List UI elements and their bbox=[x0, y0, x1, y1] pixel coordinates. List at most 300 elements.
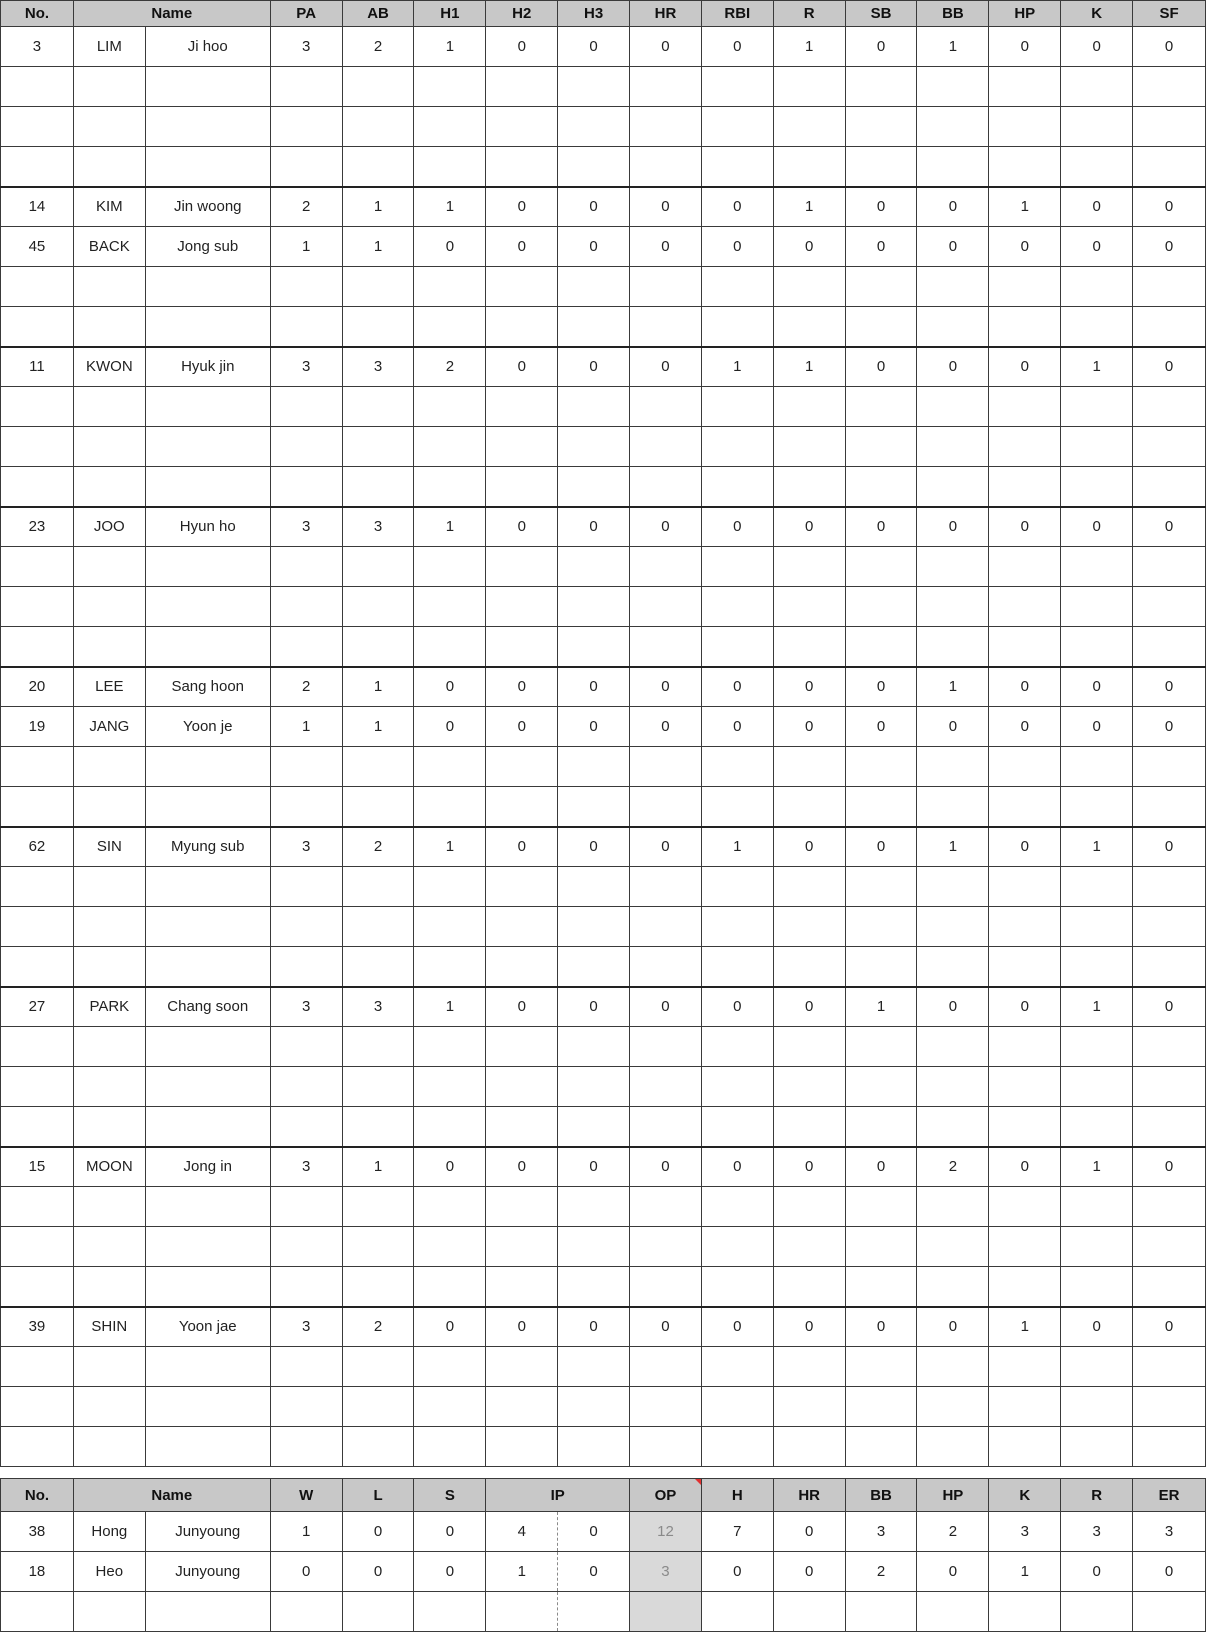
stat-pa: 2 bbox=[270, 667, 342, 707]
stat-h3: 0 bbox=[558, 667, 630, 707]
empty-cell bbox=[917, 1267, 989, 1307]
empty-row bbox=[1, 1067, 1206, 1107]
empty-cell bbox=[773, 307, 845, 347]
empty-cell bbox=[630, 627, 702, 667]
empty-cell bbox=[73, 627, 145, 667]
pitcher-first-name: Junyoung bbox=[145, 1512, 270, 1552]
header-no: No. bbox=[1, 1, 74, 27]
empty-cell bbox=[845, 907, 917, 947]
stat-pa: 3 bbox=[270, 1147, 342, 1187]
empty-cell bbox=[342, 307, 414, 347]
header-k: K bbox=[1061, 1, 1133, 27]
empty-cell bbox=[917, 427, 989, 467]
empty-cell bbox=[1133, 1267, 1206, 1307]
stat-er: 3 bbox=[1133, 1512, 1206, 1552]
stat-h2: 0 bbox=[486, 187, 558, 227]
batter-row bbox=[1, 827, 1206, 867]
empty-cell bbox=[630, 1187, 702, 1227]
empty-cell bbox=[773, 467, 845, 507]
empty-cell bbox=[145, 907, 270, 947]
empty-cell bbox=[558, 547, 630, 587]
header-name: Name bbox=[73, 1, 270, 27]
empty-cell bbox=[145, 547, 270, 587]
empty-row bbox=[1, 107, 1206, 147]
empty-cell bbox=[630, 147, 702, 187]
stat-bb: 2 bbox=[845, 1552, 917, 1592]
stat-hp: 1 bbox=[989, 187, 1061, 227]
empty-cell bbox=[145, 1592, 270, 1632]
empty-cell bbox=[630, 267, 702, 307]
empty-cell bbox=[701, 427, 773, 467]
empty-cell bbox=[1133, 787, 1206, 827]
stat-ab: 2 bbox=[342, 827, 414, 867]
empty-cell bbox=[1133, 747, 1206, 787]
empty-cell bbox=[342, 627, 414, 667]
player-last-name: LIM bbox=[73, 27, 145, 67]
empty-cell bbox=[845, 467, 917, 507]
empty-cell bbox=[1061, 267, 1133, 307]
empty-cell bbox=[270, 147, 342, 187]
empty-cell bbox=[1133, 1387, 1206, 1427]
empty-cell bbox=[630, 1067, 702, 1107]
empty-cell bbox=[701, 1387, 773, 1427]
header-r: R bbox=[1061, 1479, 1133, 1512]
stat-sb: 0 bbox=[845, 227, 917, 267]
empty-cell bbox=[73, 267, 145, 307]
empty-cell bbox=[989, 67, 1061, 107]
empty-cell bbox=[917, 627, 989, 667]
stat-h2: 0 bbox=[486, 1147, 558, 1187]
empty-cell bbox=[1, 427, 74, 467]
pitcher-first-name: Junyoung bbox=[145, 1552, 270, 1592]
empty-cell bbox=[414, 1592, 486, 1632]
empty-cell bbox=[630, 307, 702, 347]
empty-cell bbox=[73, 587, 145, 627]
empty-cell bbox=[773, 1427, 845, 1467]
empty-cell bbox=[845, 1427, 917, 1467]
player-first-name: Ji hoo bbox=[145, 27, 270, 67]
empty-cell bbox=[486, 1267, 558, 1307]
empty-cell bbox=[773, 787, 845, 827]
empty-cell bbox=[1, 387, 74, 427]
empty-cell bbox=[414, 387, 486, 427]
empty-row bbox=[1, 1427, 1206, 1467]
header-sf: SF bbox=[1133, 1, 1206, 27]
empty-row bbox=[1, 307, 1206, 347]
empty-cell bbox=[145, 1067, 270, 1107]
empty-cell bbox=[414, 867, 486, 907]
empty-cell bbox=[145, 67, 270, 107]
empty-cell bbox=[486, 867, 558, 907]
stat-hr: 0 bbox=[773, 1512, 845, 1552]
empty-cell bbox=[917, 147, 989, 187]
stat-ab: 3 bbox=[342, 987, 414, 1027]
stat-h2: 0 bbox=[486, 667, 558, 707]
stat-h1: 1 bbox=[414, 27, 486, 67]
empty-cell bbox=[701, 1347, 773, 1387]
stat-r: 3 bbox=[1061, 1512, 1133, 1552]
empty-cell bbox=[145, 867, 270, 907]
empty-cell bbox=[270, 947, 342, 987]
stat-sf: 0 bbox=[1133, 347, 1206, 387]
player-number: 62 bbox=[1, 827, 74, 867]
empty-cell bbox=[1061, 1267, 1133, 1307]
empty-cell bbox=[845, 107, 917, 147]
empty-cell bbox=[773, 547, 845, 587]
header-h: H bbox=[701, 1479, 773, 1512]
empty-cell bbox=[145, 267, 270, 307]
stat-r: 0 bbox=[773, 507, 845, 547]
empty-cell bbox=[145, 307, 270, 347]
empty-cell bbox=[1, 147, 74, 187]
empty-cell bbox=[1061, 307, 1133, 347]
player-last-name: SHIN bbox=[73, 1307, 145, 1347]
stat-h1: 1 bbox=[414, 987, 486, 1027]
stat-r: 1 bbox=[773, 347, 845, 387]
empty-cell bbox=[989, 1227, 1061, 1267]
empty-cell bbox=[342, 1027, 414, 1067]
empty-cell bbox=[1061, 587, 1133, 627]
empty-cell bbox=[1, 1227, 74, 1267]
empty-cell bbox=[414, 787, 486, 827]
empty-cell bbox=[917, 1592, 989, 1632]
stat-hp: 0 bbox=[989, 987, 1061, 1027]
header-w: W bbox=[270, 1479, 342, 1512]
empty-cell bbox=[773, 867, 845, 907]
empty-cell bbox=[486, 427, 558, 467]
empty-cell bbox=[845, 267, 917, 307]
stat-k: 1 bbox=[989, 1552, 1061, 1592]
empty-cell bbox=[701, 1027, 773, 1067]
empty-cell bbox=[1133, 867, 1206, 907]
stat-h: 7 bbox=[701, 1512, 773, 1552]
empty-cell bbox=[917, 467, 989, 507]
stat-h2: 0 bbox=[486, 827, 558, 867]
empty-cell bbox=[270, 67, 342, 107]
empty-cell bbox=[486, 1067, 558, 1107]
stat-bb: 1 bbox=[917, 667, 989, 707]
batter-row bbox=[1, 27, 1206, 67]
empty-cell bbox=[145, 627, 270, 667]
empty-cell bbox=[845, 1067, 917, 1107]
stat-k: 0 bbox=[1061, 667, 1133, 707]
header-no: No. bbox=[1, 1479, 74, 1512]
stat-rbi: 0 bbox=[701, 707, 773, 747]
stat-hr: 0 bbox=[630, 987, 702, 1027]
empty-cell bbox=[1133, 307, 1206, 347]
empty-cell bbox=[558, 1267, 630, 1307]
empty-cell bbox=[270, 1107, 342, 1147]
empty-cell bbox=[1061, 1027, 1133, 1067]
player-first-name: Jong sub bbox=[145, 227, 270, 267]
stat-h1: 0 bbox=[414, 707, 486, 747]
header-bb: BB bbox=[917, 1, 989, 27]
empty-row bbox=[1, 747, 1206, 787]
empty-cell bbox=[989, 547, 1061, 587]
stat-hp: 0 bbox=[989, 27, 1061, 67]
stat-hp: 0 bbox=[989, 227, 1061, 267]
pitcher-last-name: Heo bbox=[73, 1552, 145, 1592]
empty-cell bbox=[989, 627, 1061, 667]
empty-cell bbox=[845, 427, 917, 467]
empty-cell bbox=[1133, 1227, 1206, 1267]
empty-cell bbox=[486, 627, 558, 667]
stat-h3: 0 bbox=[558, 347, 630, 387]
stat-hp: 0 bbox=[917, 1552, 989, 1592]
empty-cell bbox=[73, 307, 145, 347]
empty-cell bbox=[342, 387, 414, 427]
empty-cell bbox=[845, 627, 917, 667]
stat-ab: 1 bbox=[342, 187, 414, 227]
player-number: 20 bbox=[1, 667, 74, 707]
stat-bb: 0 bbox=[917, 507, 989, 547]
stat-sf: 0 bbox=[1133, 507, 1206, 547]
empty-cell bbox=[1061, 747, 1133, 787]
empty-cell bbox=[989, 787, 1061, 827]
empty-cell bbox=[1061, 147, 1133, 187]
empty-cell bbox=[917, 267, 989, 307]
empty-cell bbox=[989, 467, 1061, 507]
empty-cell bbox=[773, 107, 845, 147]
batter-row bbox=[1, 1307, 1206, 1347]
empty-cell bbox=[1061, 947, 1133, 987]
stat-h2: 0 bbox=[486, 707, 558, 747]
empty-cell bbox=[701, 1427, 773, 1467]
header-r: R bbox=[773, 1, 845, 27]
stat-sf: 0 bbox=[1133, 27, 1206, 67]
stat-h3: 0 bbox=[558, 1147, 630, 1187]
empty-cell bbox=[1, 107, 74, 147]
stat-h2: 0 bbox=[486, 507, 558, 547]
empty-cell bbox=[558, 267, 630, 307]
empty-cell bbox=[342, 747, 414, 787]
empty-cell bbox=[270, 1427, 342, 1467]
stat-h: 0 bbox=[701, 1552, 773, 1592]
empty-cell bbox=[414, 1187, 486, 1227]
stat-sf: 0 bbox=[1133, 227, 1206, 267]
empty-cell bbox=[486, 107, 558, 147]
empty-cell bbox=[701, 1187, 773, 1227]
empty-cell bbox=[917, 1187, 989, 1227]
stat-h3: 0 bbox=[558, 1307, 630, 1347]
stat-rbi: 0 bbox=[701, 987, 773, 1027]
stat-ab: 1 bbox=[342, 667, 414, 707]
batter-row bbox=[1, 1147, 1206, 1187]
batter-row bbox=[1, 667, 1206, 707]
empty-cell bbox=[1, 67, 74, 107]
empty-cell bbox=[630, 67, 702, 107]
stat-sf: 0 bbox=[1133, 667, 1206, 707]
stat-hp: 0 bbox=[989, 827, 1061, 867]
empty-cell bbox=[917, 1387, 989, 1427]
empty-cell bbox=[630, 1107, 702, 1147]
empty-cell bbox=[145, 427, 270, 467]
player-last-name: JOO bbox=[73, 507, 145, 547]
empty-cell bbox=[917, 947, 989, 987]
empty-cell bbox=[773, 1067, 845, 1107]
empty-cell bbox=[845, 1027, 917, 1067]
stat-bb: 2 bbox=[917, 1147, 989, 1187]
empty-cell bbox=[630, 867, 702, 907]
empty-cell bbox=[73, 387, 145, 427]
stat-h3: 0 bbox=[558, 27, 630, 67]
empty-cell bbox=[270, 467, 342, 507]
empty-cell bbox=[845, 147, 917, 187]
stat-pa: 3 bbox=[270, 1307, 342, 1347]
stat-hp: 0 bbox=[989, 667, 1061, 707]
header-h1: H1 bbox=[414, 1, 486, 27]
empty-cell bbox=[989, 947, 1061, 987]
empty-cell bbox=[558, 947, 630, 987]
empty-cell bbox=[73, 1227, 145, 1267]
empty-cell bbox=[414, 627, 486, 667]
empty-cell bbox=[145, 1187, 270, 1227]
empty-cell bbox=[1, 787, 74, 827]
empty-row bbox=[1, 947, 1206, 987]
header-hp: HP bbox=[989, 1, 1061, 27]
empty-row bbox=[1, 1387, 1206, 1427]
empty-cell bbox=[630, 427, 702, 467]
empty-cell bbox=[989, 267, 1061, 307]
empty-cell bbox=[989, 1387, 1061, 1427]
empty-cell bbox=[558, 867, 630, 907]
empty-cell bbox=[773, 907, 845, 947]
empty-cell bbox=[701, 747, 773, 787]
empty-cell bbox=[989, 907, 1061, 947]
empty-cell bbox=[145, 107, 270, 147]
empty-cell bbox=[630, 907, 702, 947]
empty-cell bbox=[701, 627, 773, 667]
empty-cell bbox=[342, 427, 414, 467]
stat-r: 0 bbox=[1061, 1552, 1133, 1592]
stat-hr: 0 bbox=[630, 27, 702, 67]
empty-cell bbox=[1133, 467, 1206, 507]
empty-cell bbox=[1, 587, 74, 627]
stat-pa: 3 bbox=[270, 827, 342, 867]
stat-hp: 1 bbox=[989, 1307, 1061, 1347]
empty-cell bbox=[342, 1267, 414, 1307]
empty-cell bbox=[145, 747, 270, 787]
empty-cell bbox=[1133, 267, 1206, 307]
empty-cell bbox=[989, 147, 1061, 187]
empty-cell bbox=[701, 1267, 773, 1307]
empty-cell bbox=[630, 1387, 702, 1427]
player-first-name: Hyuk jin bbox=[145, 347, 270, 387]
empty-cell bbox=[486, 747, 558, 787]
player-number: 39 bbox=[1, 1307, 74, 1347]
empty-cell bbox=[558, 587, 630, 627]
empty-cell bbox=[1061, 867, 1133, 907]
header-ab: AB bbox=[342, 1, 414, 27]
empty-cell bbox=[1061, 1592, 1133, 1632]
empty-cell bbox=[342, 1592, 414, 1632]
stat-rbi: 0 bbox=[701, 667, 773, 707]
empty-cell bbox=[989, 307, 1061, 347]
empty-cell bbox=[270, 547, 342, 587]
stat-sb: 0 bbox=[845, 1307, 917, 1347]
empty-cell bbox=[486, 1387, 558, 1427]
stat-r: 0 bbox=[773, 987, 845, 1027]
empty-cell bbox=[701, 587, 773, 627]
stat-pa: 1 bbox=[270, 227, 342, 267]
empty-cell bbox=[486, 467, 558, 507]
header-s: S bbox=[414, 1479, 486, 1512]
empty-cell bbox=[1, 1067, 74, 1107]
empty-cell bbox=[270, 427, 342, 467]
stat-h2: 0 bbox=[486, 347, 558, 387]
header-rbi: RBI bbox=[701, 1, 773, 27]
stat-pa: 1 bbox=[270, 707, 342, 747]
batter-row bbox=[1, 707, 1206, 747]
empty-row bbox=[1, 67, 1206, 107]
empty-cell bbox=[701, 1227, 773, 1267]
empty-row bbox=[1, 1347, 1206, 1387]
stat-sb: 1 bbox=[845, 987, 917, 1027]
player-last-name: KWON bbox=[73, 347, 145, 387]
empty-cell bbox=[73, 107, 145, 147]
empty-cell bbox=[773, 747, 845, 787]
empty-cell bbox=[773, 67, 845, 107]
stat-sb: 0 bbox=[845, 347, 917, 387]
stat-sb: 0 bbox=[845, 507, 917, 547]
empty-cell bbox=[414, 1267, 486, 1307]
empty-cell bbox=[270, 1387, 342, 1427]
stat-h3: 0 bbox=[558, 227, 630, 267]
empty-cell bbox=[701, 387, 773, 427]
empty-cell bbox=[558, 1067, 630, 1107]
header-hr: HR bbox=[630, 1, 702, 27]
empty-cell bbox=[917, 1427, 989, 1467]
empty-cell bbox=[558, 427, 630, 467]
empty-row bbox=[1, 1267, 1206, 1307]
stat-h1: 0 bbox=[414, 1147, 486, 1187]
empty-cell bbox=[558, 907, 630, 947]
empty-cell bbox=[917, 787, 989, 827]
empty-cell bbox=[917, 1107, 989, 1147]
empty-cell bbox=[558, 787, 630, 827]
empty-cell bbox=[1133, 67, 1206, 107]
empty-cell bbox=[1133, 1107, 1206, 1147]
empty-cell bbox=[701, 1107, 773, 1147]
stat-ab: 3 bbox=[342, 347, 414, 387]
empty-cell bbox=[701, 947, 773, 987]
empty-cell bbox=[1, 467, 74, 507]
stat-h1: 2 bbox=[414, 347, 486, 387]
empty-cell bbox=[989, 1067, 1061, 1107]
empty-cell bbox=[486, 907, 558, 947]
stat-r: 0 bbox=[773, 227, 845, 267]
empty-cell bbox=[486, 547, 558, 587]
stat-k: 0 bbox=[1061, 227, 1133, 267]
empty-row bbox=[1, 267, 1206, 307]
empty-row bbox=[1, 1187, 1206, 1227]
stat-h3: 0 bbox=[558, 987, 630, 1027]
empty-cell bbox=[73, 1347, 145, 1387]
header-h2: H2 bbox=[486, 1, 558, 27]
empty-cell bbox=[1061, 427, 1133, 467]
empty-cell bbox=[1061, 787, 1133, 827]
stat-sb: 0 bbox=[845, 187, 917, 227]
header-name: Name bbox=[73, 1479, 270, 1512]
empty-cell bbox=[1, 1347, 74, 1387]
empty-cell bbox=[845, 747, 917, 787]
empty-cell bbox=[73, 1592, 145, 1632]
pitching-header-row bbox=[1, 1479, 1206, 1512]
empty-cell bbox=[917, 907, 989, 947]
player-number: 3 bbox=[1, 27, 74, 67]
empty-cell bbox=[414, 1347, 486, 1387]
stat-h3: 0 bbox=[558, 707, 630, 747]
